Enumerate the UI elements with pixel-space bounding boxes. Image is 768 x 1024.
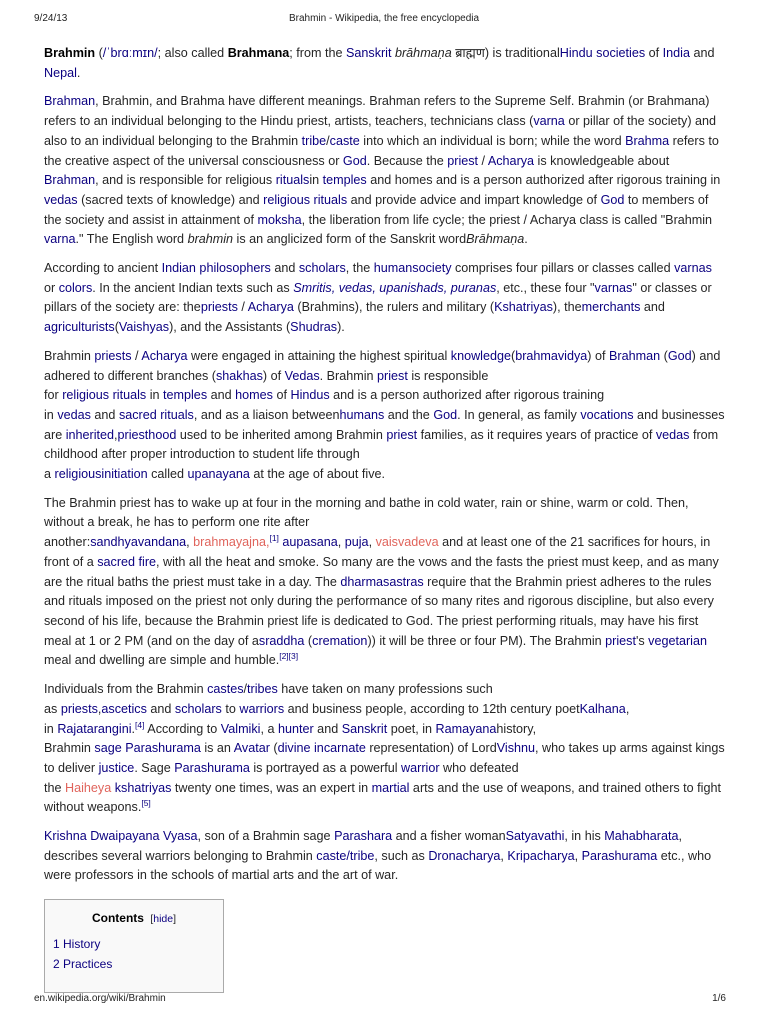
text-run: in (146, 388, 164, 403)
text-run: ." The English word (75, 232, 188, 247)
text-run: is portrayed as a powerful (249, 760, 402, 775)
text-run: and (640, 300, 665, 315)
citation-link[interactable]: [1] (269, 532, 279, 543)
text-run: . Brahmin (319, 368, 378, 383)
wiki-link[interactable]: India (662, 46, 690, 60)
wiki-link[interactable]: kshatriyas (114, 780, 172, 795)
article-paragraph (44, 680, 726, 818)
wiki-link[interactable]: dharmasastras (340, 574, 424, 589)
wiki-link[interactable]: Brahman (44, 94, 96, 109)
text-run: and (207, 388, 236, 403)
wiki-link[interactable]: puja (344, 535, 369, 550)
text-run: The Brahmin priest has to wake up at four in the morning and bathe in cold water, rain or shine, warm or cold. Then, without a break, he has to perform one rite after (44, 495, 689, 530)
toc-bracket-close: ] (173, 913, 177, 925)
wiki-link[interactable]: Acharya (141, 348, 188, 363)
wiki-link[interactable]: Smritis, vedas, upanishads, puranas (293, 280, 497, 295)
wiki-link[interactable]: warriors (239, 701, 285, 716)
wiki-link[interactable]: knowledge (450, 348, 511, 363)
text-run: Brahmin (44, 348, 95, 363)
wiki-link[interactable]: priest (377, 368, 408, 383)
text-run: ; also called (157, 46, 228, 60)
print-footer (34, 993, 734, 1007)
text-run: and (689, 46, 715, 60)
wiki-link[interactable]: aupasana (282, 535, 338, 550)
wiki-link[interactable]: humansociety (373, 261, 452, 276)
wiki-link[interactable]: Parashurama (581, 848, 658, 863)
wiki-link[interactable]: Parashurama (174, 760, 250, 775)
text-run: , such as (374, 848, 429, 863)
text-run: and is a person authorized after rigorous training (329, 388, 605, 403)
text-run: have taken on many professions such (277, 682, 493, 697)
text-run: refers to the creative aspect of the universal consciousness or (44, 133, 719, 168)
article-paragraph (44, 92, 726, 250)
toc-list (53, 934, 112, 974)
bold-term: Brahmin (44, 46, 96, 60)
text-run: . (76, 65, 81, 80)
toc-item (53, 954, 112, 974)
text-run: , son of a Brahmin sage (197, 829, 335, 844)
wiki-link[interactable]: Acharya (247, 300, 294, 315)
text-run: , a (260, 721, 278, 736)
toc-bracket-open: [ (150, 913, 154, 925)
text-run: , etc., these four " (496, 280, 595, 295)
wiki-link[interactable]: sage (94, 741, 122, 756)
wiki-link[interactable]: temples (322, 173, 367, 188)
wiki-link[interactable]: tribes (247, 682, 278, 697)
text-run: , (337, 535, 345, 550)
text-run: . Sage (134, 760, 175, 775)
article-paragraph (44, 827, 726, 886)
text-run: at the age of about five. (249, 467, 386, 482)
bold-term: Brahmana (227, 46, 290, 60)
wiki-link[interactable]: priest (447, 153, 479, 168)
wiki-link[interactable]: Ramayana (435, 721, 497, 736)
wiki-link[interactable]: Sanskrit (345, 46, 392, 60)
wiki-link[interactable]: cremation (312, 633, 368, 648)
italic-term: brahmin (187, 232, 234, 247)
text-run: and (90, 407, 119, 422)
citation-link[interactable]: [5] (141, 798, 151, 809)
text-run: ). (337, 320, 345, 335)
print-url: en.wikipedia.org/wiki/Brahmin (34, 993, 166, 1004)
wiki-link[interactable]: agriculturists (44, 320, 115, 335)
wiki-link[interactable]: sraddha (258, 633, 305, 648)
text-run: / (243, 682, 247, 697)
text-run: , and is responsible for religious (95, 173, 276, 188)
text-run: ; from the (289, 46, 346, 60)
text-run: in (44, 721, 58, 736)
text-run: another: (44, 535, 91, 550)
wiki-link[interactable]: divine incarnate (277, 741, 366, 756)
article-paragraph (44, 259, 726, 338)
text-run: comprises four pillars or classes called (451, 261, 675, 276)
text-run: , with all the heat and smoke. So many are the vows and the fasts the priest must keep, and as many are the ritual baths the priest must take in a day. The (44, 554, 719, 589)
text-run: and businesses are (44, 407, 725, 442)
text-run: ( (114, 320, 119, 335)
text-run: used to be inherited among Brahmin (176, 427, 387, 442)
wiki-link[interactable]: sacred fire (97, 554, 157, 569)
text-run: representation) of Lord (365, 741, 497, 756)
text-run: " or classes or pillars of the society are: the (44, 280, 712, 315)
text-run: Individuals from the Brahmin (44, 682, 208, 697)
text-run: is responsible (407, 368, 489, 383)
wiki-link[interactable]: religious rituals (62, 388, 147, 403)
text-run: and business people, according to 12th century poet (284, 701, 580, 716)
wiki-link[interactable]: colors (58, 280, 93, 295)
wiki-link[interactable]: ascetics (101, 701, 147, 716)
wiki-link[interactable]: varna (44, 232, 76, 247)
wiki-link[interactable]: shakhas (216, 368, 263, 383)
text-run: . (131, 721, 136, 736)
text-run: )) it will be three or four PM). The Brahmin (367, 633, 606, 648)
text-run: as (44, 701, 61, 716)
toc-link-practices[interactable]: 2 Practices (53, 957, 113, 971)
wiki-link[interactable]: temples (163, 388, 208, 403)
wiki-link[interactable]: varnas (674, 261, 712, 276)
text-run: , in his (564, 829, 605, 844)
wiki-link[interactable]: God (342, 153, 367, 168)
wiki-link[interactable]: Vaishyas (118, 320, 170, 335)
wiki-link[interactable]: Mahabharata (604, 829, 679, 844)
text-run: . In general, as family (457, 407, 581, 422)
redlink[interactable]: Haiheya (65, 780, 112, 795)
wiki-link[interactable]: upanayana (187, 467, 250, 482)
wiki-link[interactable]: Hindu societies (559, 46, 646, 60)
text-run: . (524, 232, 528, 247)
print-page-title: Brahmin - Wikipedia, the free encyclopedia (288, 13, 480, 24)
text-run: , (368, 535, 376, 550)
text-run: called (147, 467, 188, 482)
wiki-link[interactable]: religious rituals (263, 192, 348, 207)
wiki-link[interactable]: Kalhana (579, 701, 626, 716)
text-run: . Because the (366, 153, 448, 168)
text-run: and homes and is a person authorized after rigorous training in (366, 173, 721, 188)
print-page-number: 1/6 (712, 993, 726, 1004)
wiki-link[interactable]: inherited (65, 427, 115, 442)
text-run: . In the ancient Indian texts such as (92, 280, 294, 295)
text-run: According to (144, 721, 221, 736)
text-run: etc., who were professors in the schools of martial arts and the art of war. (44, 848, 712, 883)
citation-link[interactable]: [4] (135, 719, 145, 730)
text-run: , the liberation from life cycle; the priest / Acharya class is called "Brahmin (301, 212, 713, 227)
wiki-link[interactable]: brahmavidya (515, 348, 588, 363)
wiki-link[interactable]: Parashara (334, 829, 393, 844)
toc-link-history[interactable]: 1 History (53, 937, 101, 951)
text-run: is knowledgeable about (534, 153, 670, 168)
wiki-link[interactable]: warrior (401, 760, 440, 775)
wiki-link[interactable]: God (433, 407, 458, 422)
wiki-link[interactable]: varnas (594, 280, 633, 295)
redlink[interactable]: vaisvadeva (375, 535, 439, 550)
text-run: and provide advice and impart knowledge of (347, 192, 601, 207)
article-paragraph (44, 494, 726, 671)
wiki-link[interactable]: castes (207, 682, 244, 697)
citation-ref (279, 651, 288, 661)
wiki-link[interactable]: tribe (301, 133, 327, 148)
wiki-link[interactable]: priests (200, 300, 238, 315)
wiki-link[interactable]: vedas (57, 407, 91, 422)
italic-term: Brāhmaṇa (466, 232, 525, 247)
wiki-link[interactable]: hunter (277, 721, 314, 736)
text-run: , Brahmin, and Brahma have different meanings. Brahman refers to the Supreme Self. Brahmin (or Brahmana) refers to an individual belonging to the Hindu priest, artists, teachers, technicians class ( (44, 94, 710, 129)
citation-link[interactable]: [2] (279, 651, 289, 662)
text-run: is an (200, 741, 234, 756)
text-run: twenty one times, was an expert in (171, 780, 372, 795)
text-run: / (131, 348, 142, 363)
wiki-link[interactable]: martial (371, 780, 410, 795)
wiki-link[interactable]: rituals (275, 173, 310, 188)
wiki-link[interactable]: /ˈbrɑːmɪn/ (102, 46, 158, 60)
wiki-link[interactable]: priest (605, 633, 636, 648)
wiki-link[interactable]: moksha (257, 212, 302, 227)
wiki-link[interactable]: Kripacharya (507, 848, 575, 863)
text-run: ( (269, 741, 278, 756)
wiki-link[interactable]: vedas (655, 427, 690, 442)
text-run: or (44, 280, 59, 295)
toc-hide-link[interactable]: hide (153, 913, 174, 925)
text-run: , (265, 535, 270, 550)
wiki-link[interactable]: priesthood (117, 427, 177, 442)
text-run: or pillar of the society) and also to an individual belonging to the Brahmin (44, 114, 717, 148)
text-run: ब्राह्मण) is traditional (451, 46, 560, 60)
text-run: , who takes up arms against kings to deliver (44, 741, 725, 775)
citation-ref (141, 798, 150, 808)
text-run: the (44, 780, 66, 795)
text-run: into which an individual is born; while the word (359, 133, 626, 148)
wiki-link[interactable]: God (600, 192, 625, 207)
wiki-link[interactable]: Avatar (233, 741, 270, 756)
wiki-link[interactable]: Parashurama (125, 741, 201, 756)
article-paragraph (44, 347, 726, 485)
wiki-link[interactable]: Krishna Dwaipayana Vyasa (44, 829, 198, 844)
table-of-contents (44, 899, 224, 993)
text-run: for (44, 388, 63, 403)
italic-term: brāhmaṇa (394, 46, 452, 60)
text-run: who defeated (439, 760, 519, 775)
print-header (34, 13, 734, 27)
wiki-link[interactable]: vegetarian (648, 633, 707, 648)
text-run: ) and adhered to different branches ( (44, 348, 721, 383)
text-run: 's (635, 633, 649, 648)
text-run: of (272, 388, 291, 403)
text-run: Brahmin (44, 741, 95, 756)
text-run: in (44, 407, 58, 422)
text-run: ), the (552, 300, 582, 315)
wiki-link[interactable]: God (667, 348, 692, 363)
wiki-link[interactable]: homes (235, 388, 273, 403)
citation-ref (289, 651, 298, 661)
toc-hide-toggle[interactable] (150, 913, 176, 925)
text-run: , (186, 535, 194, 550)
text-run: from childhood after proper introduction to student life through (44, 427, 719, 462)
wiki-link[interactable]: merchants (581, 300, 641, 315)
article-body (44, 44, 726, 895)
wiki-link[interactable]: Brahma (625, 133, 670, 148)
wiki-link[interactable]: caste/tribe (316, 848, 375, 863)
wiki-link[interactable]: sandhyavandana (90, 535, 187, 550)
wiki-link[interactable]: scholars (298, 261, 346, 276)
text-run: , and as a liaison between (193, 407, 340, 422)
citation-link[interactable]: [3] (288, 651, 299, 662)
wiki-link[interactable]: Nepal (44, 65, 77, 80)
text-run: , the (345, 261, 374, 276)
citation-ref (269, 533, 278, 543)
wiki-link[interactable]: vedas (44, 192, 78, 207)
text-run: ( (510, 348, 516, 363)
text-run: were engaged in attaining the highest spiritual (187, 348, 451, 363)
wiki-link[interactable]: sacred rituals (118, 407, 194, 422)
text-run: and at least one of the 21 sacrifices for hours, in front of a (44, 535, 711, 569)
wiki-link[interactable]: Valmiki (220, 721, 261, 736)
text-run: , describes several warriors belonging to Brahmin (44, 829, 683, 863)
wiki-link[interactable]: Sanskrit (341, 721, 388, 736)
text-run: of (645, 46, 663, 60)
wiki-link[interactable]: Rajatarangini (57, 721, 132, 736)
article-paragraph (44, 44, 726, 83)
text-run: , (625, 701, 630, 716)
text-run: meal and dwelling are simple and humble. (44, 653, 280, 668)
wiki-link[interactable]: Brahman (609, 348, 661, 363)
wiki-link[interactable]: Brahman (44, 173, 96, 188)
text-run: ( (95, 46, 103, 60)
text-run: and a fisher woman (392, 829, 506, 844)
text-run: (sacred texts of knowledge) and (77, 192, 264, 207)
text-run: / (326, 133, 330, 148)
wiki-link[interactable]: Shudras (290, 320, 338, 335)
text-run: , (114, 427, 118, 442)
wiki-link[interactable]: Satyavathi (505, 829, 565, 844)
wiki-link[interactable]: Hindus (290, 388, 330, 403)
toc-item (53, 934, 112, 954)
text-run: in (309, 173, 323, 188)
wiki-link[interactable]: vocations (580, 407, 634, 422)
wiki-link[interactable]: Kshatriyas (494, 300, 553, 315)
wiki-link[interactable]: humans (339, 407, 385, 422)
text-run: / (237, 300, 248, 315)
text-run: and (146, 701, 175, 716)
wiki-link[interactable]: Vishnu (496, 741, 536, 756)
text-run: and (270, 261, 299, 276)
wiki-link[interactable]: scholars (174, 701, 222, 716)
print-date: 9/24/13 (34, 13, 68, 24)
toc-title: Contents (91, 911, 144, 925)
text-run: / (478, 153, 488, 168)
text-run: ( (660, 348, 668, 363)
text-run: , (500, 848, 508, 863)
toc-header (45, 911, 223, 925)
wiki-link[interactable]: priest (386, 427, 418, 442)
text-run: ) of (587, 348, 609, 363)
text-run: ) of (262, 368, 285, 383)
wiki-link[interactable]: priests (60, 701, 98, 716)
text-run: and (313, 721, 342, 736)
text-run: arts and the use of weapons, and trained others to fight without weapons. (44, 780, 721, 815)
text-run: is an anglicized form of the Sanskrit word (233, 232, 467, 247)
text-run: , (574, 848, 582, 863)
wiki-link[interactable]: Acharya (487, 153, 535, 168)
text-run: ), and the Assistants ( (169, 320, 291, 335)
wiki-link[interactable]: religiousinitiation (54, 467, 148, 482)
text-run: to (221, 701, 240, 716)
text-run: According to ancient (44, 261, 162, 276)
wiki-link[interactable]: justice (98, 760, 135, 775)
text-run: ( (304, 633, 313, 648)
wiki-link[interactable]: Dronacharya (428, 848, 501, 863)
wiki-link[interactable]: Vedas (284, 368, 320, 383)
wiki-link[interactable]: Indian philosophers (161, 261, 271, 276)
text-run: require that the Brahmin priest adheres to the rules and rituals imposed on the priest not only during the performance of so many rites and rigorous discipline, but also every second of his life, because the Brahmin priest life is dedicated to God. The priest performing rituals, may have his first meal at 1 or 2 PM (and on the day of a (44, 574, 714, 648)
wiki-link[interactable]: varna (533, 114, 565, 129)
text-run: to members of the society and assist in attainment of (44, 192, 709, 227)
redlink[interactable]: brahmayajna (193, 535, 266, 550)
text-run: history, (496, 721, 537, 736)
text-run: and the (384, 407, 434, 422)
wiki-link[interactable]: caste (329, 133, 360, 148)
text-run: , (97, 701, 102, 716)
text-run: (Brahmins), the rulers and military ( (293, 300, 495, 315)
wiki-link[interactable]: priests (94, 348, 132, 363)
text-run: poet, in (387, 721, 436, 736)
text-run: families, as it requires years of practice of (417, 427, 656, 442)
text-run: a (44, 467, 55, 482)
